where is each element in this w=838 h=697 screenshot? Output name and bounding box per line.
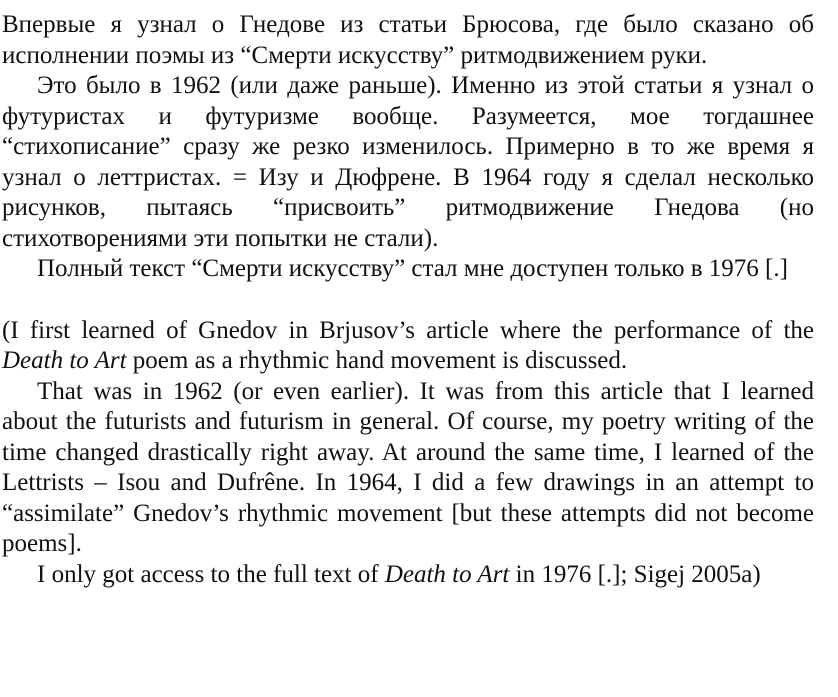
english-paragraph-1 [2, 316, 814, 377]
english-paragraph-3-work-title: Death to Art [384, 560, 510, 588]
document-page [2, 10, 814, 590]
english-paragraph-1-text-start: (I first learned of Gnedov in Brjusov’s article where the performance of the [2, 316, 814, 344]
russian-paragraph-1-text: Впервые я узнал о Гнедове из статьи Брюсова, где было сказано об исполнении поэмы из “Смерти искусству” ритмодвижением руки. [2, 11, 814, 69]
russian-paragraph-3-text: Полный текст “Смерти искусству” стал мне доступен только в 1976 [.] [37, 255, 788, 282]
russian-paragraph-1 [2, 10, 814, 71]
english-paragraph-1-text-end: poem as a rhythmic hand movement is discussed. [126, 347, 628, 374]
english-paragraph-3-text-start: I only got access to the full text of [37, 560, 385, 588]
russian-paragraph-2-text: Это было в 1962 (или даже раньше). Именно из этой статьи я узнал о футуристах и футуризме вообще. Разумеется, мое тогдашнее “стихописание” сразу же резко изменилось. Примерно в то же время я узнал о леттристах. = Изу и Дюфрене. В 1964 году я сделал несколько рисунков, пытаясь “присвоить” ритмодвижение Гнедова (но стихотворениями эти попытки не стали). [2, 72, 814, 252]
english-paragraph-2-text: That was in 1962 (or even earlier). It was from this article that I learned about the futurists and futurism in general. Of course, my poetry writing of the time changed drastically right away. At around the same time, I learned of the Lettrists – Isou and Dufrêne. In 1964, I did a few drawings in an attempt to “assimilate” Gnedov’s rhythmic movement [but these attempts did not become poems]. [2, 377, 814, 557]
english-paragraph-3 [2, 560, 814, 591]
section-gap [2, 285, 814, 316]
english-paragraph-2 [2, 377, 814, 560]
english-paragraph-3-text-end: in 1976 [.]; Sigej 2005a) [509, 560, 761, 588]
english-paragraph-1-work-title: Death to Art [2, 347, 127, 374]
russian-paragraph-2 [2, 71, 814, 254]
russian-paragraph-3 [2, 254, 814, 285]
